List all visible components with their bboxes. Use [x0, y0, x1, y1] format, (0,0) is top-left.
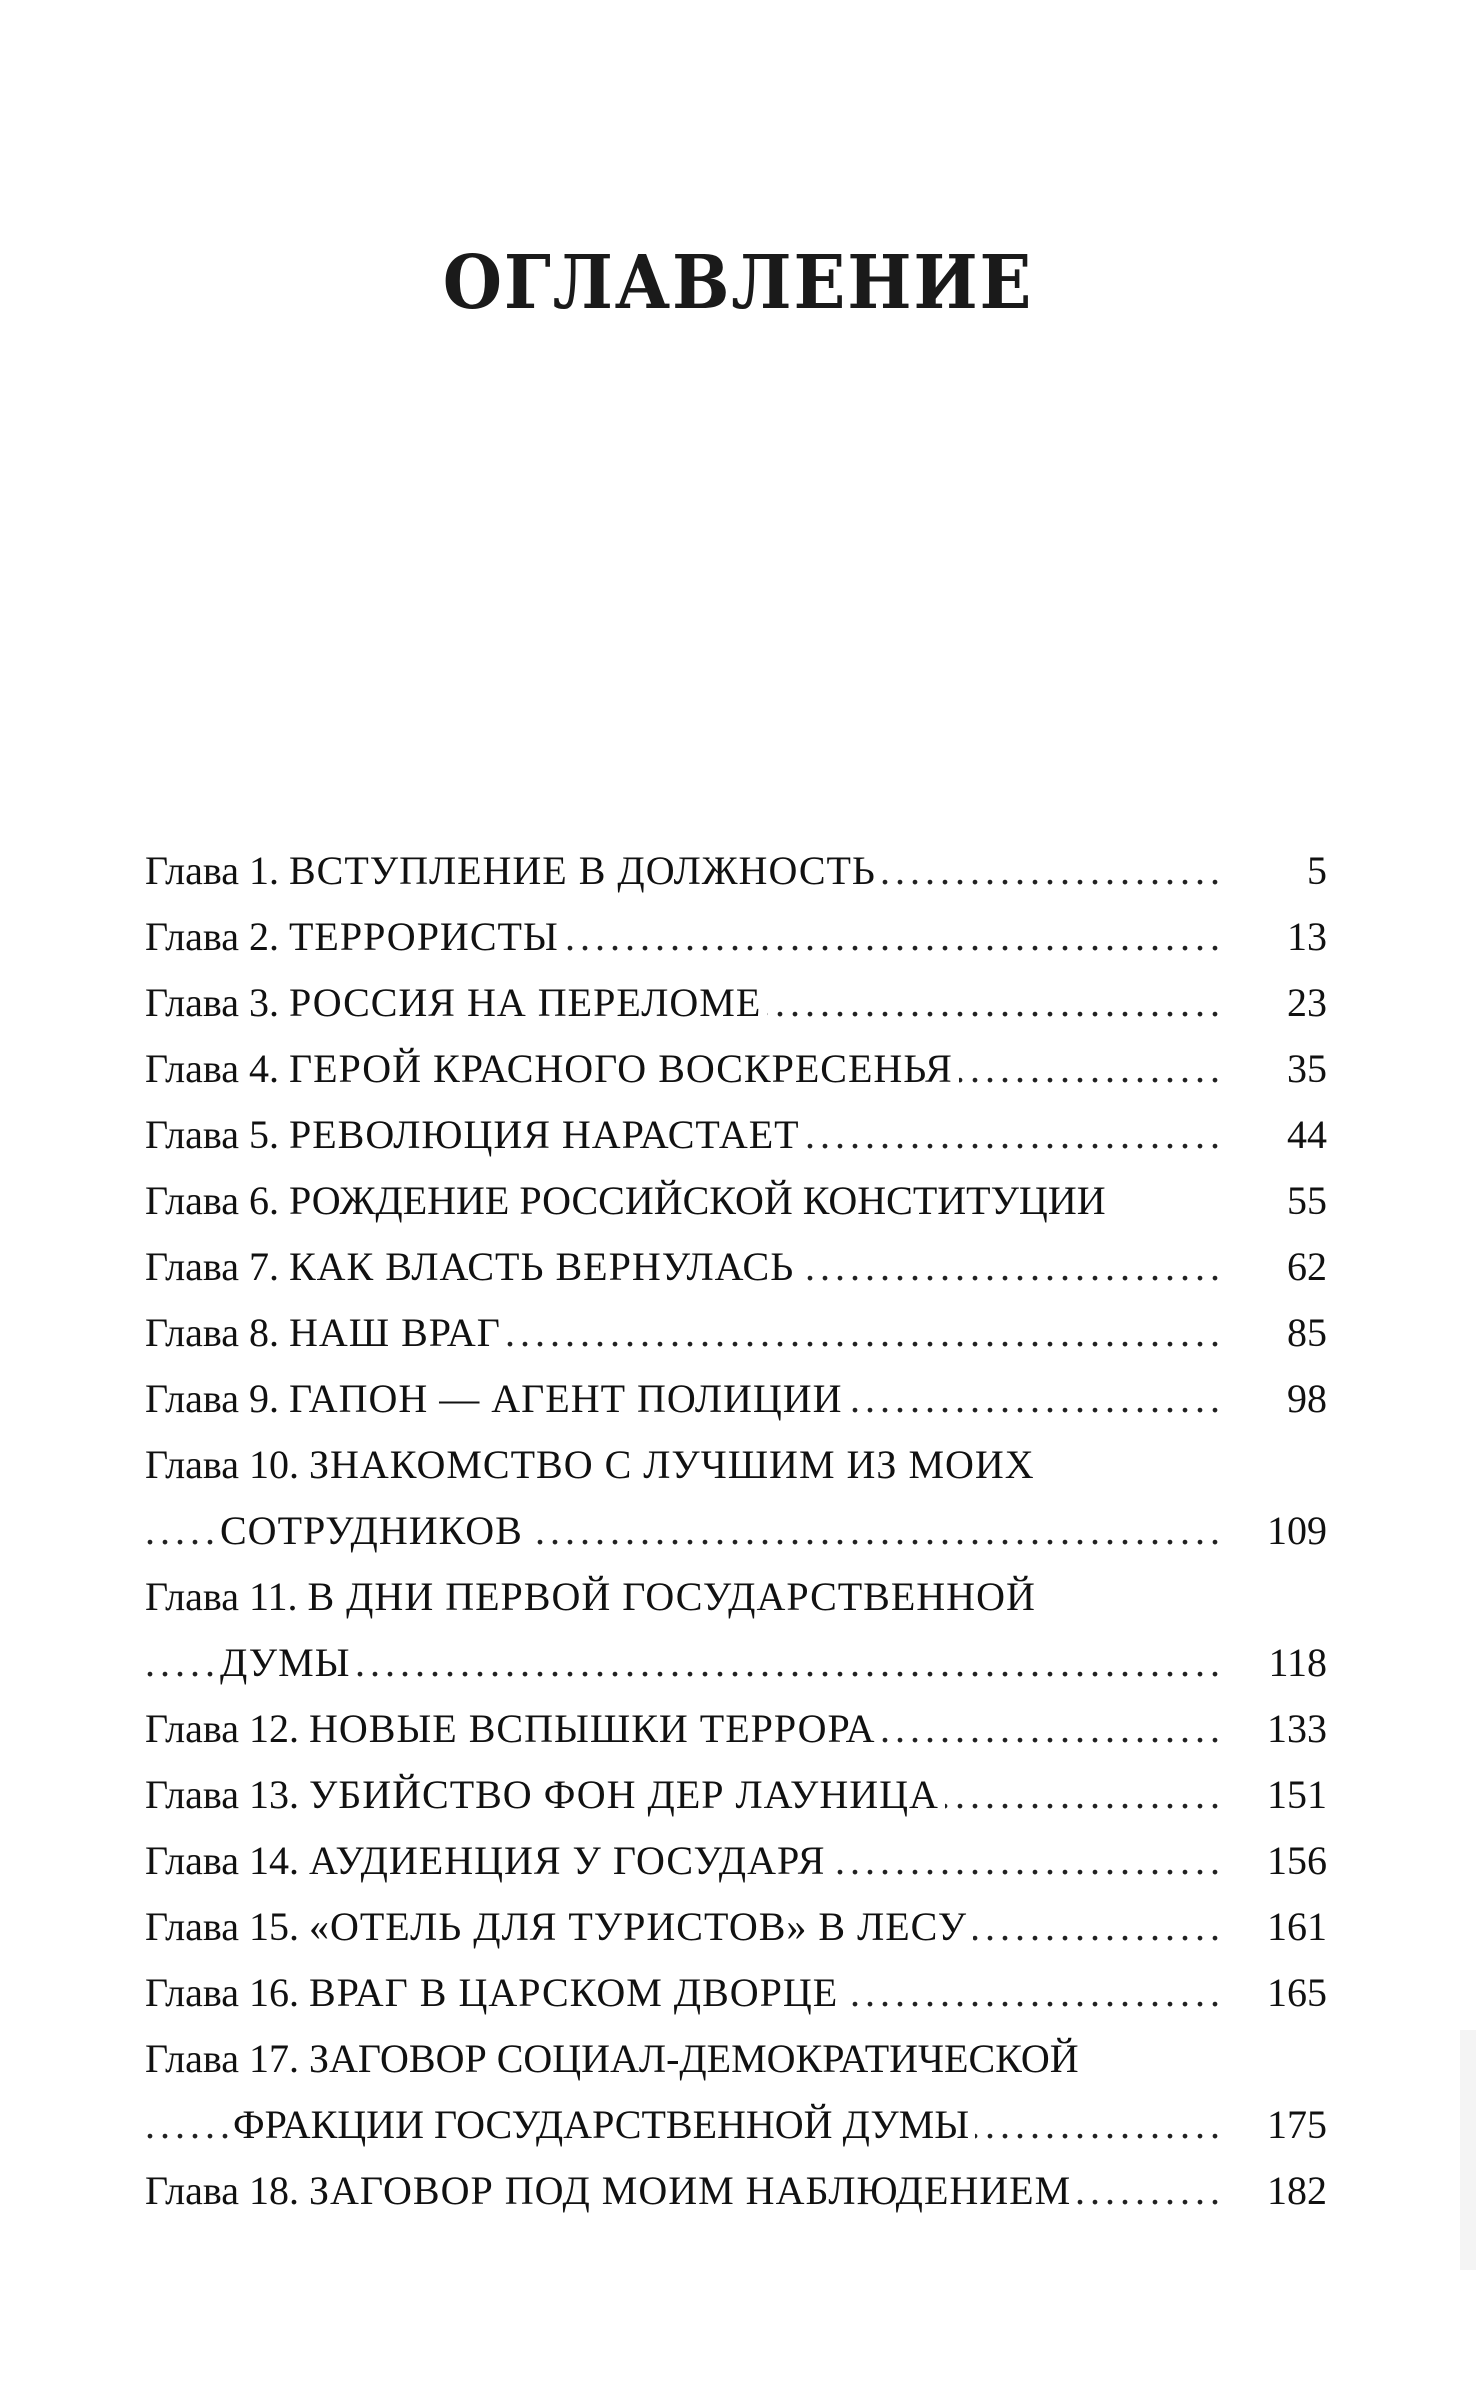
toc-entry-text: Глава 7. КАК ВЛАСТЬ ВЕРНУЛАСЬ	[145, 1234, 800, 1300]
page-number: 182	[1267, 2168, 1327, 2213]
toc-entry-text: Глава 13. УБИЙСТВО ФОН ДЕР ЛАУНИЦА	[145, 1762, 945, 1828]
toc-entry[interactable]	[145, 2158, 1327, 2224]
toc-entry[interactable]	[145, 1168, 1327, 1234]
toc-entry-text: Глава 18. ЗАГОВОР ПОД МОИМ НАБЛЮДЕНИЕМ	[145, 2158, 1077, 2224]
toc-entry[interactable]	[145, 1960, 1327, 2026]
toc-entry[interactable]	[145, 1102, 1327, 1168]
page-edge-shadow	[1460, 2030, 1476, 2270]
table-of-contents	[145, 838, 1327, 2224]
toc-entry[interactable]	[145, 1300, 1327, 1366]
toc-entry-continuation[interactable]	[145, 1498, 1327, 1564]
page-number: 151	[1267, 1772, 1327, 1817]
toc-entry[interactable]	[145, 904, 1327, 970]
toc-entry[interactable]	[145, 1432, 1327, 1498]
toc-entry-text: Глава 1. ВСТУПЛЕНИЕ В ДОЛЖНОСТЬ	[145, 838, 882, 904]
toc-entry-text: Глава 5. РЕВОЛЮЦИЯ НАРАСТАЕТ	[145, 1102, 806, 1168]
toc-entry-continuation[interactable]	[145, 2092, 1327, 2158]
page-number: 175	[1267, 2102, 1327, 2147]
toc-entry-continuation[interactable]	[145, 1630, 1327, 1696]
toc-entry-text: Глава 11. В ДНИ ПЕРВОЙ ГОСУДАРСТВЕННОЙ	[145, 1564, 1042, 1630]
toc-entry-text: Глава 12. НОВЫЕ ВСПЫШКИ ТЕРРОРА	[145, 1696, 882, 1762]
page-number: 118	[1268, 1640, 1327, 1685]
toc-entry[interactable]	[145, 970, 1327, 1036]
toc-entry-text: ДУМЫ	[220, 1630, 357, 1696]
toc-entry-text: Глава 15. «ОТЕЛЬ ДЛЯ ТУРИСТОВ» В ЛЕСУ	[145, 1894, 973, 1960]
toc-entry-text: ФРАКЦИИ ГОСУДАРСТВЕННОЙ ДУМЫ	[233, 2092, 975, 2158]
page-number: 62	[1287, 1244, 1327, 1289]
toc-entry-text: Глава 10. ЗНАКОМСТВО С ЛУЧШИМ ИЗ МОИХ	[145, 1432, 1041, 1498]
page-number: 85	[1287, 1310, 1327, 1355]
toc-entry[interactable]	[145, 1762, 1327, 1828]
toc-entry[interactable]	[145, 1564, 1327, 1630]
toc-entry-text: СОТРУДНИКОВ	[220, 1498, 529, 1564]
toc-entry-text: Глава 14. АУДИЕНЦИЯ У ГОСУДАРЯ	[145, 1828, 831, 1894]
toc-entry-text: Глава 2. ТЕРРОРИСТЫ	[145, 904, 565, 970]
page-number: 98	[1287, 1376, 1327, 1421]
toc-entry-text: Глава 4. ГЕРОЙ КРАСНОГО ВОСКРЕСЕНЬЯ	[145, 1036, 959, 1102]
toc-entry[interactable]	[145, 1036, 1327, 1102]
toc-entry-text: Глава 16. ВРАГ В ЦАРСКОМ ДВОРЦЕ	[145, 1960, 844, 2026]
page-number: 13	[1287, 914, 1327, 959]
toc-entry[interactable]	[145, 1696, 1327, 1762]
page-number: 165	[1267, 1970, 1327, 2015]
toc-entry-text: Глава 3. РОССИЯ НА ПЕРЕЛОМЕ	[145, 970, 767, 1036]
toc-entry[interactable]	[145, 1894, 1327, 1960]
page-number: 5	[1307, 848, 1327, 893]
toc-entry[interactable]	[145, 2026, 1327, 2092]
page-number: 156	[1267, 1838, 1327, 1883]
page-number: 161	[1267, 1904, 1327, 1949]
page-number: 23	[1287, 980, 1327, 1025]
page-number: 133	[1267, 1706, 1327, 1751]
page-number: 109	[1267, 1508, 1327, 1553]
page-number: 44	[1287, 1112, 1327, 1157]
toc-entry[interactable]	[145, 1366, 1327, 1432]
toc-entry[interactable]	[145, 838, 1327, 904]
toc-entry-text: Глава 9. ГАПОН — АГЕНТ ПОЛИЦИИ	[145, 1366, 849, 1432]
toc-entry[interactable]	[145, 1828, 1327, 1894]
toc-entry-text: Глава 8. НАШ ВРАГ	[145, 1300, 507, 1366]
page-title: ОГЛАВЛЕНИЕ	[442, 240, 1034, 326]
toc-entry[interactable]	[145, 1234, 1327, 1300]
page-number: 35	[1287, 1046, 1327, 1091]
page-number: 55	[1287, 1178, 1327, 1223]
toc-entry-text: Глава 6. РОЖДЕНИЕ РОССИЙСКОЙ КОНСТИТУЦИИ	[145, 1168, 1112, 1234]
toc-entry-text: Глава 17. ЗАГОВОР СОЦИАЛ-ДЕМОКРАТИЧЕСКОЙ	[145, 2026, 1085, 2092]
